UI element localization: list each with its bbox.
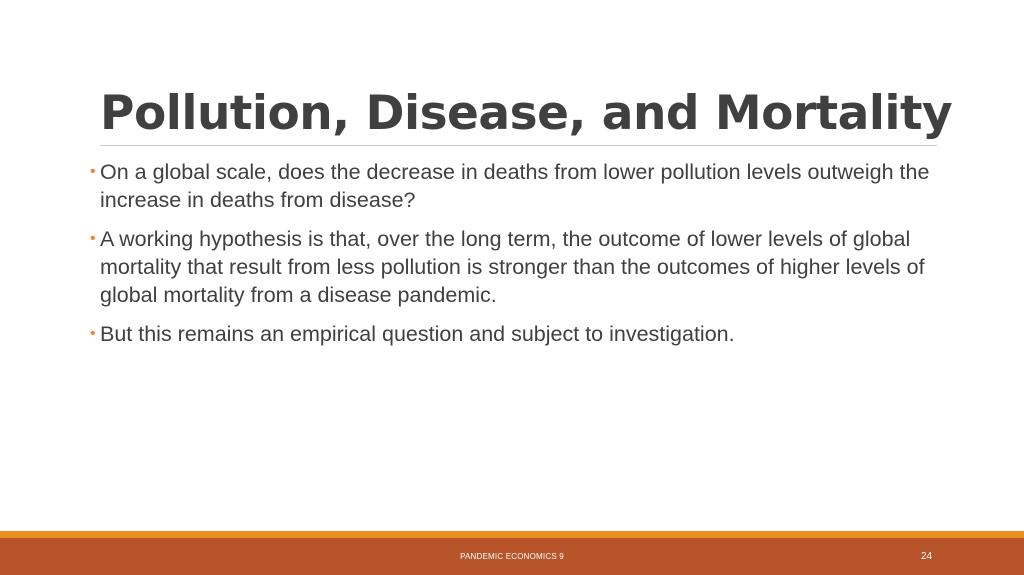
bullet-dot-icon: •: [90, 230, 96, 247]
bullet-text: A working hypothesis is that, over the long term, the outcome of lower levels of global mortality that result from less pollution is stronger than the outcomes of higher levels of global mortality from a disease pandemic.: [100, 227, 925, 307]
bullet-dot-icon: •: [90, 325, 96, 342]
slide-title: Pollution, Disease, and Mortality: [100, 86, 953, 141]
bullet-text: But this remains an empirical question and subject to investigation.: [100, 322, 735, 346]
bullet-item: [90, 225, 950, 309]
page-number: 24: [921, 551, 933, 562]
bullet-text: On a global scale, does the decrease in deaths from lower pollution levels outweigh the increase in deaths from disease?: [100, 160, 930, 212]
footer-text: PANDEMIC ECONOMICS 9: [460, 552, 564, 561]
footer-accent-bar: [0, 531, 1024, 538]
bullet-item: [90, 158, 950, 214]
bullet-item: [90, 320, 950, 348]
title-divider: [100, 145, 937, 146]
bullet-dot-icon: •: [90, 163, 96, 180]
bullet-list: [90, 158, 950, 359]
